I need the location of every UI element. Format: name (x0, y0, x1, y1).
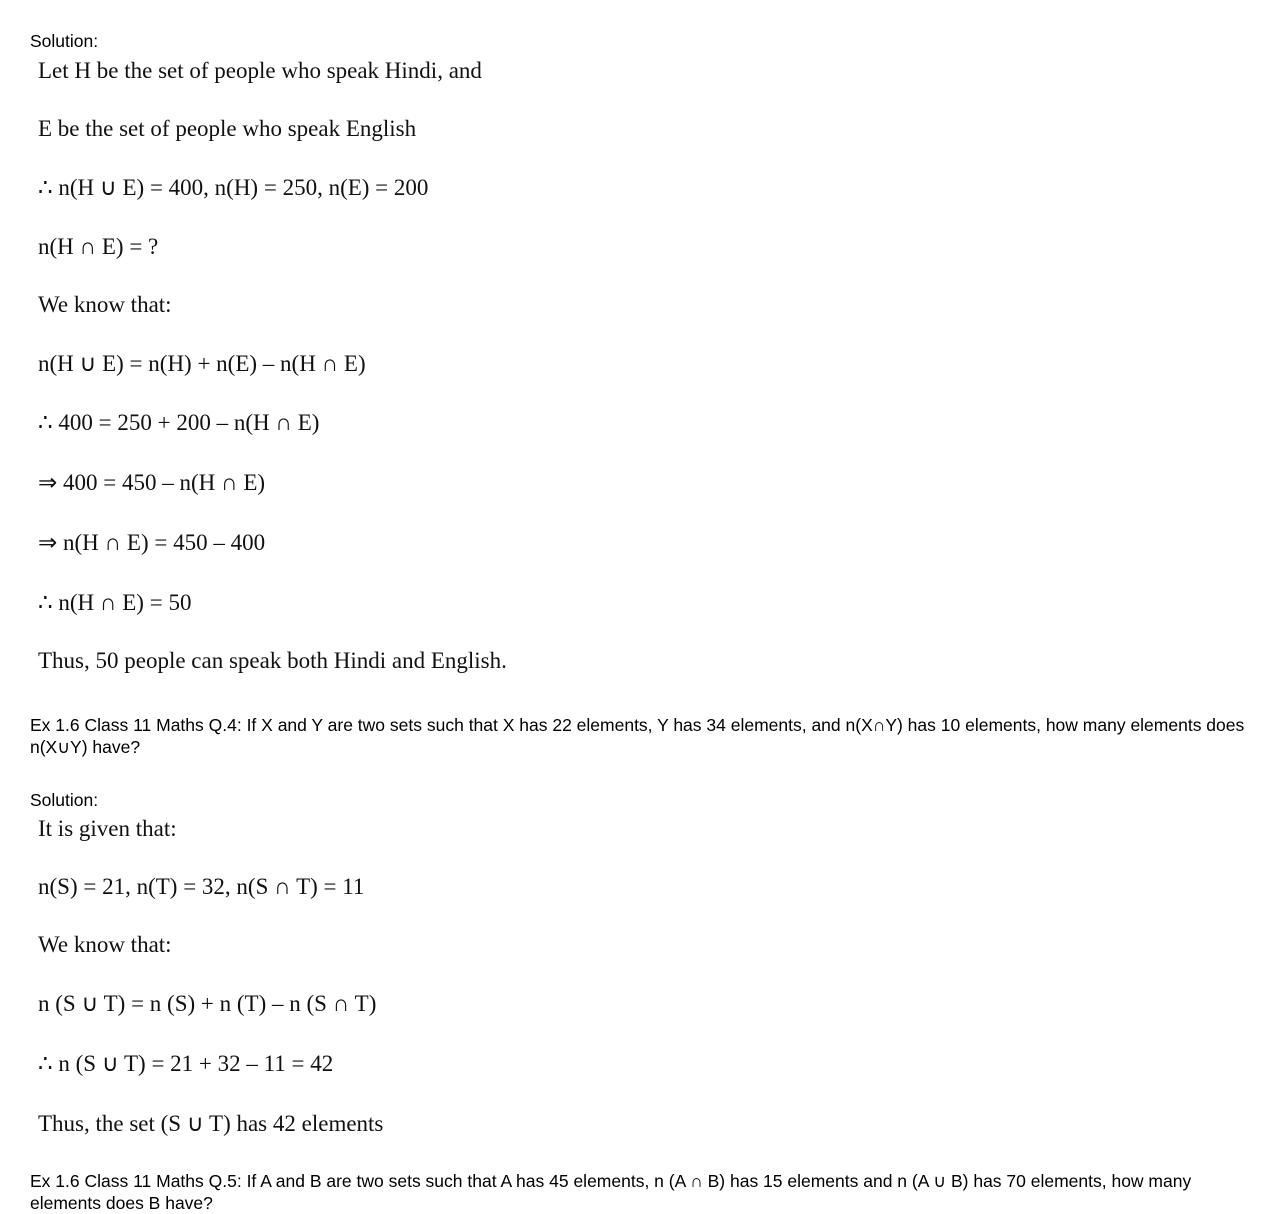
solution-2-line: n (S ∪ T) = n (S) + n (T) – n (S ∩ T) (38, 991, 377, 1016)
solution-1-line: ⇒ n(H ∩ E) = 450 – 400 (38, 530, 266, 555)
solution-1-heading: Solution: (30, 31, 99, 51)
solution-1-line: ∴ 400 = 250 + 200 – n(H ∩ E) (38, 410, 320, 435)
solution-1-line: E be the set of people who speak English (38, 116, 417, 141)
solution-1-line: Thus, 50 people can speak both Hindi and English. (38, 648, 507, 673)
solution-1-line: ⇒ 400 = 450 – n(H ∩ E) (38, 470, 266, 495)
question-5: Ex 1.6 Class 11 Maths Q.5: If A and B are two sets such that A has 45 elements, n (A ∩ B) has 15 elements and n (A ∪ B) has 70 elements, how many elements does B have? (30, 1171, 1192, 1213)
solution-2-heading: Solution: (30, 790, 99, 810)
solution-1-line: Let H be the set of people who speak Hindi, and (38, 58, 482, 83)
question-4: Ex 1.6 Class 11 Maths Q.4: If X and Y are two sets such that X has 22 elements, Y has 34 elements, and n(X∩Y) has 10 elements, how many elements does n(X∪Y) have? (30, 715, 1245, 757)
solution-1-line: n(H ∩ E) = ? (38, 234, 159, 259)
solution-2-line: n(S) = 21, n(T) = 32, n(S ∩ T) = 11 (38, 874, 365, 899)
solution-2-line: We know that: (38, 932, 172, 957)
solution-1-line: ∴ n(H ∩ E) = 50 (38, 590, 192, 615)
solution-1-line: ∴ n(H ∪ E) = 400, n(H) = 250, n(E) = 200 (38, 175, 429, 200)
solution-1-line: n(H ∪ E) = n(H) + n(E) – n(H ∩ E) (38, 351, 366, 376)
solution-2-line: It is given that: (38, 816, 177, 841)
solution-1-line: We know that: (38, 292, 172, 317)
solution-2-line: ∴ n (S ∪ T) = 21 + 32 – 11 = 42 (38, 1051, 334, 1076)
solution-2-line: Thus, the set (S ∪ T) has 42 elements (38, 1111, 384, 1136)
